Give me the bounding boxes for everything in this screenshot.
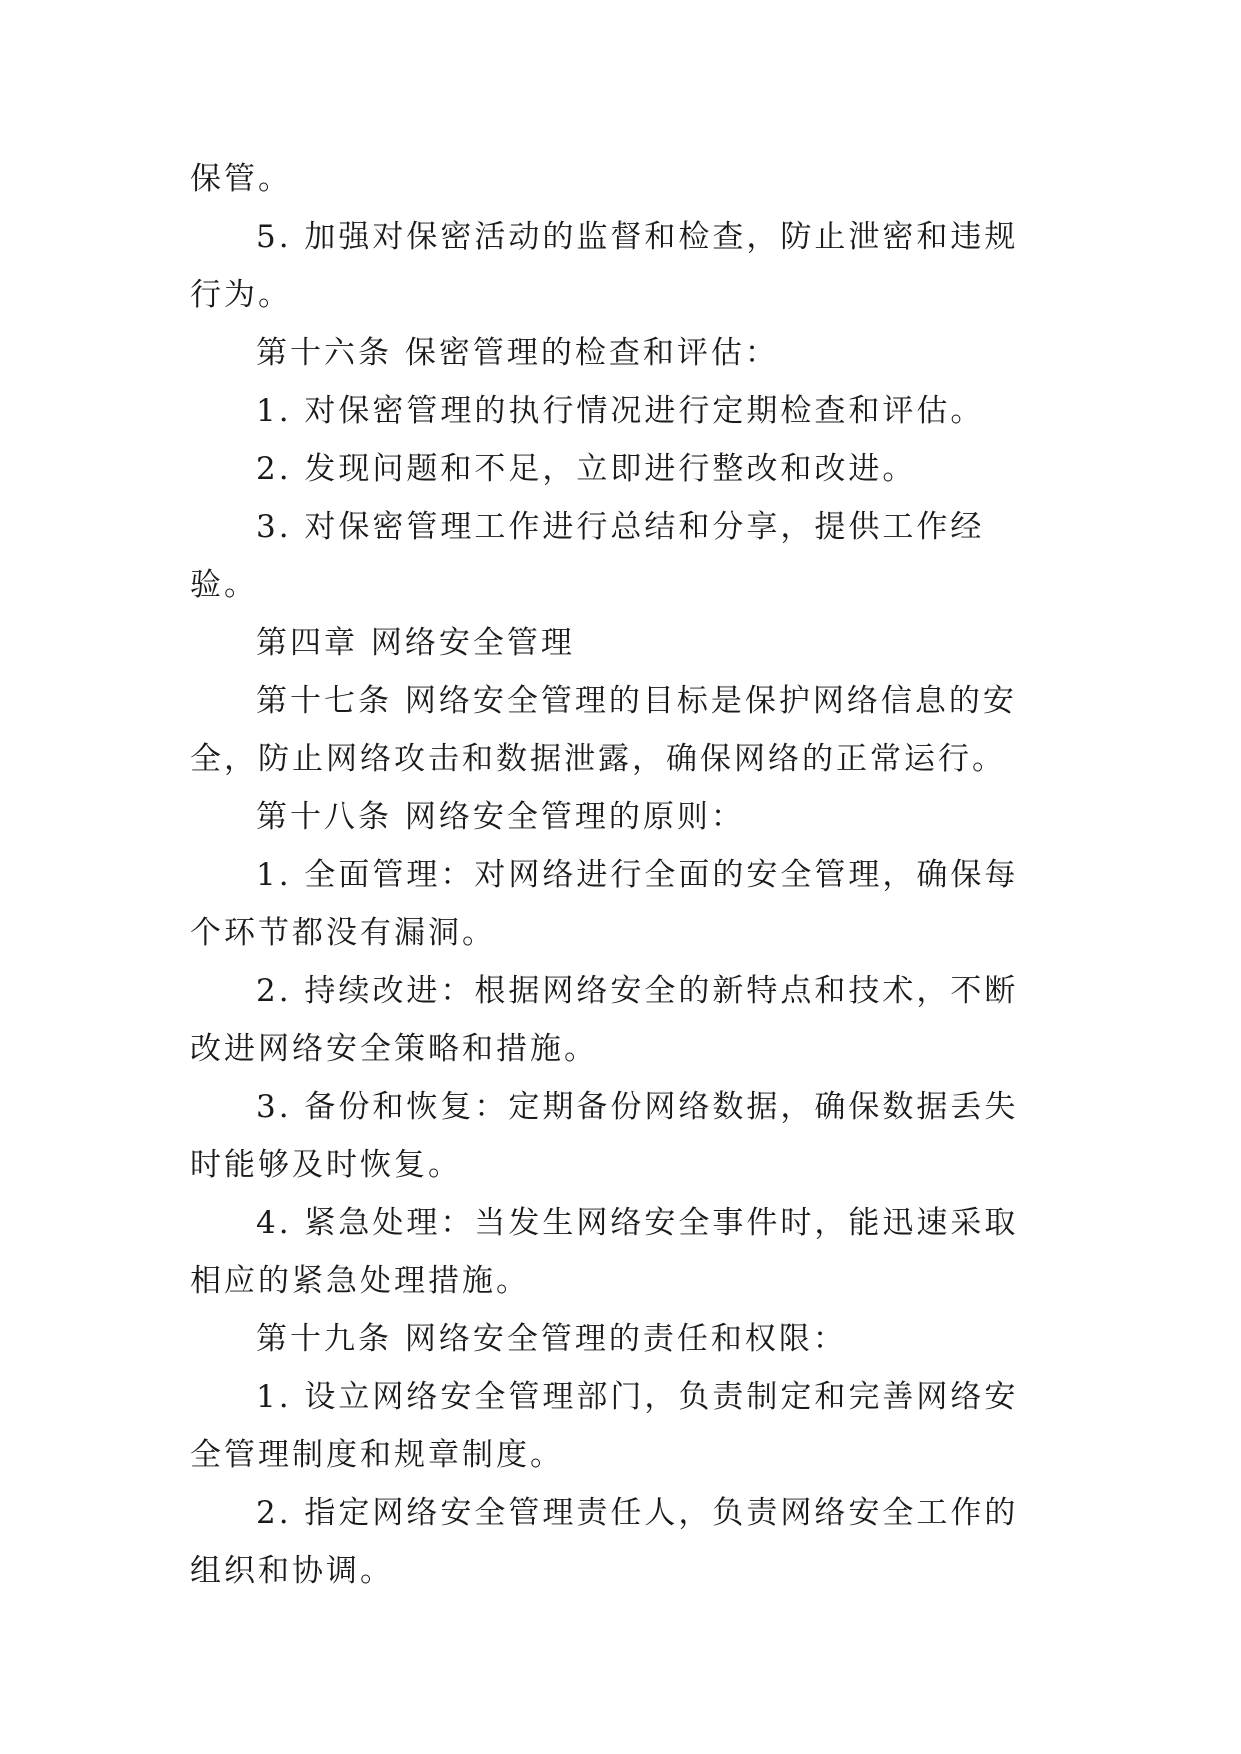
paragraph-item: 1. 设立网络安全管理部门，负责制定和完善网络安全管理制度和规章制度。	[190, 1379, 1019, 1473]
paragraph-item: 1. 对保密管理的执行情况进行定期检查和评估。	[256, 393, 985, 429]
paragraph-item: 3. 备份和恢复：定期备份网络数据，确保数据丢失时能够及时恢复。	[190, 1089, 1019, 1183]
paragraph-item: 3. 对保密管理工作进行总结和分享，提供工作经验。	[190, 509, 985, 603]
article-paragraph: 第十七条 网络安全管理的目标是保护网络信息的安全，防止网络攻击和数据泄露，确保网络的正常运行。	[190, 683, 1017, 777]
paragraph-item: 2. 指定网络安全管理责任人，负责网络安全工作的组织和协调。	[190, 1495, 1019, 1589]
article-heading: 第十九条 网络安全管理的责任和权限：	[256, 1321, 847, 1357]
document-page	[190, 150, 1050, 1600]
paragraph-item: 2. 发现问题和不足，立即进行整改和改进。	[256, 451, 917, 487]
paragraph-item: 2. 持续改进：根据网络安全的新特点和技术，不断改进网络安全策略和措施。	[190, 973, 1019, 1067]
paragraph-item: 5. 加强对保密活动的监督和检查，防止泄密和违规行为。	[190, 219, 1019, 313]
chapter-heading: 第四章 网络安全管理	[256, 625, 575, 661]
paragraph-item: 1. 全面管理：对网络进行全面的安全管理，确保每个环节都没有漏洞。	[190, 857, 1019, 951]
paragraph-item: 4. 紧急处理：当发生网络安全事件时，能迅速采取相应的紧急处理措施。	[190, 1205, 1019, 1299]
paragraph-continuation: 保管。	[190, 161, 292, 197]
article-heading: 第十八条 网络安全管理的原则：	[256, 799, 745, 835]
article-heading: 第十六条 保密管理的检查和评估：	[256, 335, 779, 371]
